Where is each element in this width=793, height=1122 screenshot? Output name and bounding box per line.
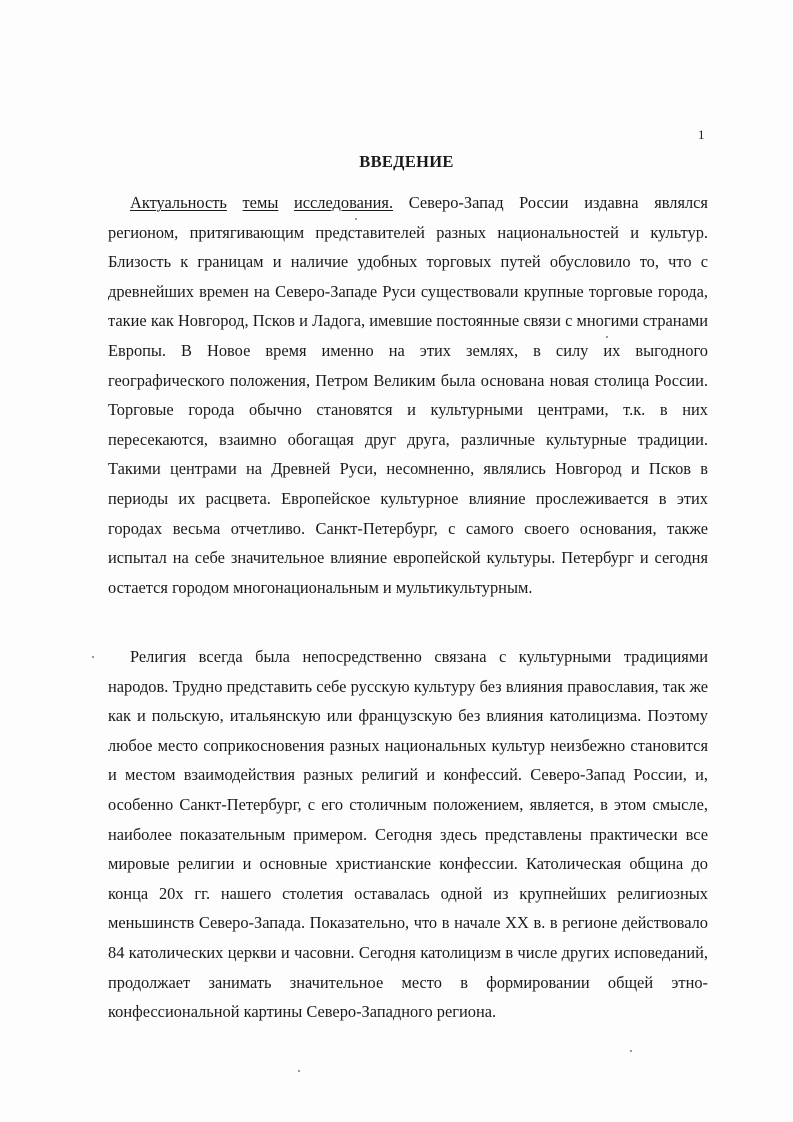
paragraph-religion [108,642,708,1027]
underlined-heading-word: Актуальность [130,193,227,212]
scan-speck [298,1070,300,1072]
scan-speck [606,336,608,338]
paragraph-text: Религия всегда была непосредственно связана с культурными традициями народов. Трудно представить себе русскую культуру без влияния православия, так же как и польскую, итальянскую или французскую без влияния католицизма. Поэтому любое место соприкосновения разных национальных культур неизбежно становится и местом взаимодействия разных религий и конфессий. Северо-Запад России, и, особенно Санкт-Петербург, с его столичным положением, является, в этом смысле, наиболее показательным примером. Сегодня здесь представлены практически все мировые религии и основные христианские конфессии. Католическая община до конца 20х гг. нашего столетия оставалась одной из крупнейших религиозных меньшинств Северо-Запада. Показательно, что в начале XX в. в регионе действовало 84 католических церкви и часовни. Сегодня католицизм в числе других исповеданий, продолжает занимать значительное место в формировании общей этно-конфессиональной картины Северо-Западного региона. [108,647,708,1022]
paragraph-relevance [108,188,708,602]
underlined-heading-word: исследования. [293,193,394,212]
scan-speck [355,218,357,220]
underlined-heading-word: темы [242,193,279,212]
page-title: ВВЕДЕНИЕ [359,152,454,171]
scan-speck [630,1050,632,1052]
paragraph-text: Северо-Запад России издавна являлся регионом, притягивающим представителей разных национальностей и культур. Близость к границам и наличие удобных торговых путей обусловило то, что с древнейших времен на Северо-Западе Руси существовали крупные торговые города, такие как Новгород, Псков и Ладога, имевшие постоянные связи с многими странами Европы. В Новое время именно на этих землях, в силу их выгодного географического положения, Петром Великим была основана новая столица России. Торговые города обычно становятся и культурными центрами, т.к. в них пересекаются, взаимно обогащая друг друга, различные культурные традиции. Такими центрами на Древней Руси, несомненно, являлись Новгород и Псков в периоды их расцвета. Европейское культурное влияние прослеживается в этих городах весьма отчетливо. Санкт-Петербург, с самого своего основания, также испытал на себе значительное влияние европейской культуры. Петербург и сегодня остается городом многонациональным и мультикультурным. [108,193,708,597]
page-number: 1 [698,127,705,142]
scan-speck [92,656,94,658]
